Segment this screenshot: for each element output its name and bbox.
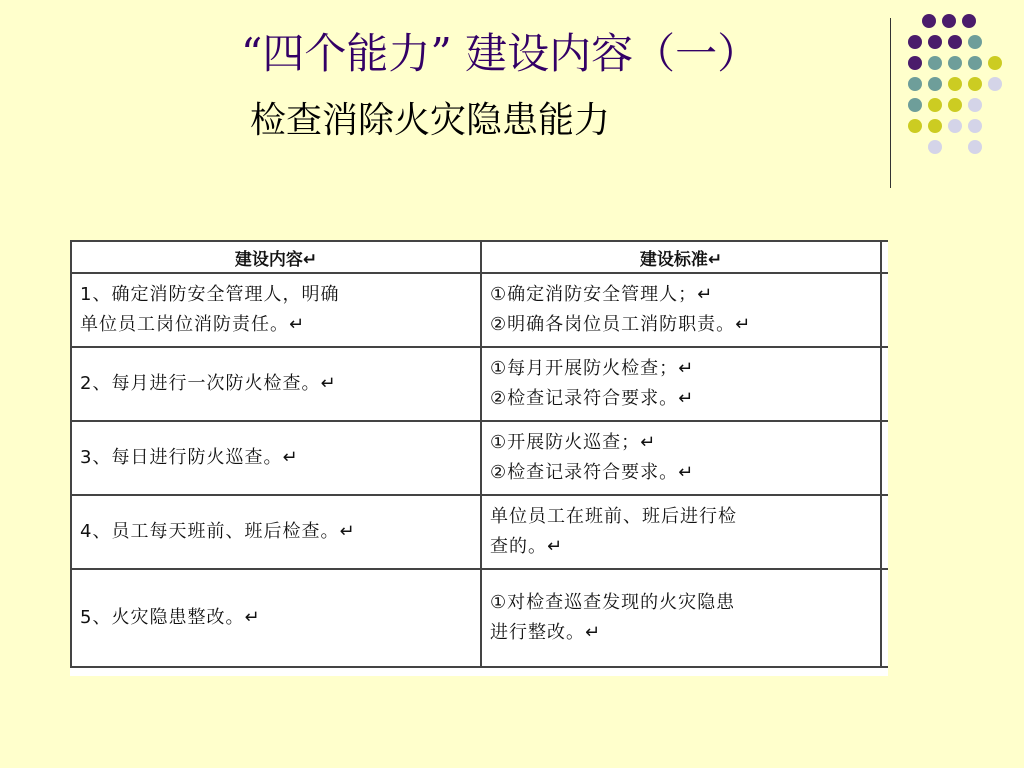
content-cell: [71, 569, 481, 667]
cell-line: 单位员工岗位消防责任。↵: [80, 314, 306, 335]
dot: [948, 77, 962, 91]
table-edge-cell: [881, 421, 888, 495]
dot: [988, 56, 1002, 70]
slide-subtitle: 检查消除火灾隐患能力: [250, 100, 611, 141]
cell-line: ①每月开展防火检查；↵: [490, 358, 695, 379]
dot-grid-decoration: [908, 14, 1018, 174]
dot: [968, 140, 982, 154]
dot: [988, 77, 1002, 91]
dot: [968, 77, 982, 91]
table-row: [71, 273, 888, 347]
dot: [922, 14, 936, 28]
dot: [962, 14, 976, 28]
standards-table: [70, 240, 888, 668]
dot: [908, 119, 922, 133]
dot: [928, 77, 942, 91]
dot: [942, 14, 956, 28]
cell-line: ①开展防火巡查；↵: [490, 432, 657, 453]
standards-table-image: [70, 240, 888, 676]
header-content: 建设内容↵: [71, 241, 481, 273]
cell-line: ②检查记录符合要求。↵: [490, 388, 695, 409]
dot: [948, 98, 962, 112]
dot: [968, 119, 982, 133]
dot: [968, 56, 982, 70]
dot: [928, 140, 942, 154]
standard-cell: [481, 347, 881, 421]
standard-cell: [481, 273, 881, 347]
table-row: [71, 421, 888, 495]
dot: [948, 35, 962, 49]
table-row: [71, 495, 888, 569]
content-cell: [71, 273, 481, 347]
cell-line: 5、火灾隐患整改。↵: [80, 607, 261, 628]
table-header-row: [71, 241, 888, 273]
dot: [928, 98, 942, 112]
cell-line: ②检查记录符合要求。↵: [490, 462, 695, 483]
table-edge-cell: [881, 569, 888, 667]
cell-line: ①对检查巡查发现的火灾隐患: [490, 592, 736, 613]
header-standard: 建设标准↵: [481, 241, 881, 273]
standard-cell: [481, 421, 881, 495]
table-edge-cell: [881, 273, 888, 347]
cell-line: 查的。↵: [490, 536, 564, 557]
cell-line: ①确定消防安全管理人；↵: [490, 284, 714, 305]
content-cell: [71, 347, 481, 421]
table-edge-cell: [881, 347, 888, 421]
dot: [968, 98, 982, 112]
standard-cell: [481, 569, 881, 667]
dot: [928, 119, 942, 133]
dot: [948, 56, 962, 70]
cell-line: 4、员工每天班前、班后检查。↵: [80, 521, 356, 542]
cell-line: ②明确各岗位员工消防职责。↵: [490, 314, 752, 335]
standard-cell: [481, 495, 881, 569]
dot: [948, 119, 962, 133]
cell-line: 单位员工在班前、班后进行检: [490, 506, 737, 527]
dot: [928, 35, 942, 49]
content-cell: [71, 421, 481, 495]
dot: [908, 35, 922, 49]
cell-line: 3、每日进行防火巡查。↵: [80, 447, 299, 468]
table-row: [71, 347, 888, 421]
cell-line: 2、每月进行一次防火检查。↵: [80, 373, 337, 394]
divider-line: [890, 18, 891, 188]
cell-line: 进行整改。↵: [490, 622, 602, 643]
dot: [908, 98, 922, 112]
dot: [908, 77, 922, 91]
dot: [968, 35, 982, 49]
dot: [908, 56, 922, 70]
cell-line: 1、确定消防安全管理人，明确: [80, 284, 340, 305]
table-edge-cell: [881, 241, 888, 273]
dot: [928, 56, 942, 70]
table-edge-cell: [881, 495, 888, 569]
slide-title: “四个能力” 建设内容（一）: [240, 29, 760, 78]
table-row: [71, 569, 888, 667]
content-cell: [71, 495, 481, 569]
